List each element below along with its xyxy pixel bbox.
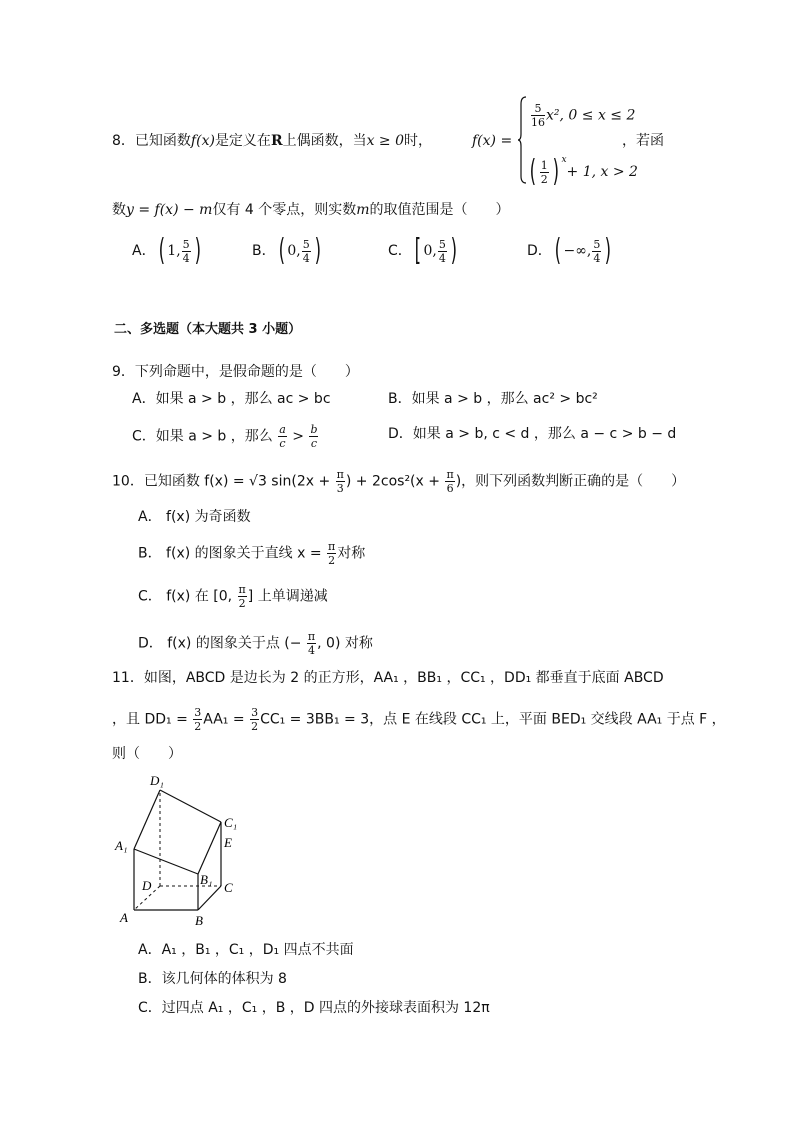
q9-option-b[interactable]: B．如果 a > b ，那么 ac² > bc² <box>388 391 598 407</box>
q9-c-frac2 <box>309 424 318 449</box>
q8-line1 <box>112 131 432 151</box>
q11-frac1 <box>193 707 202 732</box>
q10-frac1-den: 3 <box>336 482 344 495</box>
q9-c-a: a <box>279 423 286 436</box>
q8-piece2: ( $\frac{1}{2}$ ) $^x$+ 1, x > 2 <box>529 154 638 189</box>
q10-frac1 <box>336 469 345 494</box>
label-B1: B₁ <box>200 872 213 887</box>
label-C1: C₁ <box>224 815 238 830</box>
q8-ruohan: ，若函 <box>622 133 664 149</box>
q10-stem-mid: ) + 2cos²(x + <box>345 473 440 490</box>
q10-option-d[interactable] <box>138 631 373 656</box>
q11-frac1-den: 2 <box>194 720 202 733</box>
q10-stem-post: )，则下列函数判断正确的是（ ） <box>455 473 686 490</box>
q8-a-label: A． <box>132 243 156 259</box>
q10-d-post: , 0) 对称 <box>317 635 373 652</box>
q8-piece2-rest: + 1, x > 2 <box>566 164 638 180</box>
q8-a-den: 4 <box>182 251 190 265</box>
q10-stem-pre: 10．已知函数 f(x) = √3 sin(2x + <box>112 473 331 490</box>
q8-cond: x ≥ 0 <box>366 133 405 149</box>
label-A1: A₁ <box>115 838 128 853</box>
q8-piece2-exp: x <box>561 155 567 165</box>
label-D1: D₁ <box>150 773 164 788</box>
q8-line2-c: 的取值范围是（ ） <box>369 202 510 218</box>
q9-c-pre: C．如果 a > b ，那么 <box>132 428 273 445</box>
q8-d-num: 5 <box>593 237 601 251</box>
q8-b-val: 0, <box>287 243 301 259</box>
q8-line2 <box>112 200 510 220</box>
q10-stem <box>112 469 685 494</box>
q10-frac1-num: π <box>336 468 344 481</box>
q10-d-frac <box>307 631 316 656</box>
q10-c-den: 2 <box>238 597 246 610</box>
edge-A1-B1 <box>134 849 198 874</box>
q8-c-val: 0, <box>423 243 437 259</box>
q8-piece2-frac <box>540 160 549 185</box>
q8-b-den: 4 <box>302 251 310 265</box>
section-title: 二、多选题（本大题共 3 小题） <box>114 322 302 337</box>
edge-D1-C1 <box>160 790 221 822</box>
q8-piece1 <box>530 103 635 128</box>
q11-option-a[interactable]: A．A₁ ，B₁ ，C₁ ，D₁ 四点不共面 <box>138 942 354 958</box>
q8-brace <box>517 96 527 184</box>
q8-c-label: C． <box>388 243 412 259</box>
q8-c-den: 4 <box>438 251 446 265</box>
q8-b-num: 5 <box>302 237 310 251</box>
q11-figure <box>110 770 250 930</box>
q8-option-b[interactable]: B．( 0, $\frac{5}{4}$ ) <box>252 233 321 268</box>
q11-line2 <box>112 707 726 732</box>
q10-option-c[interactable] <box>138 584 328 609</box>
edge-D1-A1 <box>134 790 160 849</box>
q10-c-post: ] 上单调递减 <box>247 588 328 605</box>
label-A: A <box>120 910 128 925</box>
q8-when: 时， <box>404 133 433 149</box>
q8-option-a[interactable]: A．( 1, $\frac{5}{4}$ ) <box>132 233 201 268</box>
q8-piece1-rest: x², 0 ≤ x ≤ 2 <box>546 107 636 124</box>
q8-d-frac <box>592 239 601 264</box>
q11-frac1-num: 3 <box>194 706 202 719</box>
q8-line2-expr: y = f(x) − m <box>126 202 213 218</box>
q11-line2-mid: AA₁ = <box>203 711 245 728</box>
q9-c-c2: c <box>310 437 318 450</box>
q11-frac2 <box>250 707 259 732</box>
q9-c-c1: c <box>279 437 286 450</box>
q11-line1: 11．如图，ABCD 是边长为 2 的正方形，AA₁ ，BB₁ ，CC₁ ，DD₁ 都垂直于底面 ABCD <box>112 670 664 686</box>
q9-c-frac1 <box>278 424 287 449</box>
q8-fx2: f(x) = <box>472 133 513 149</box>
q8-line2-b: 仅有 4 个零点，则实数 <box>212 202 357 218</box>
label-C: C <box>224 880 233 895</box>
q8-piece2-den: 2 <box>540 172 548 186</box>
q10-d-den: 4 <box>308 644 316 657</box>
q9-option-a[interactable]: A．如果 a > b ，那么 ac > bc <box>132 391 331 407</box>
label-B: B <box>195 913 203 928</box>
q11-frac2-num: 3 <box>251 706 259 719</box>
q10-d-pre: D． f(x) 的图象关于点 (− <box>138 635 302 652</box>
q10-frac2-den: 6 <box>446 482 454 495</box>
q8-piece1-frac <box>531 103 545 128</box>
q8-line2-a: 数 <box>112 202 126 218</box>
q10-c-num: π <box>238 583 246 596</box>
q9-stem: 9．下列命题中，是假命题的是（ ） <box>112 364 359 380</box>
q10-d-num: π <box>307 630 316 643</box>
q8-a-val: 1, <box>167 243 181 259</box>
q8-option-d[interactable]: D．( −∞, $\frac{5}{4}$ ) <box>527 233 612 268</box>
edge-B-C <box>198 886 221 910</box>
q11-line2-post: CC₁ = 3BB₁ = 3，点 E 在线段 CC₁ 上，平面 BED₁ 交线段 AA₁ 于点 F ， <box>260 711 726 728</box>
q8-d-den: 4 <box>593 251 601 265</box>
q8-c-frac <box>438 239 447 264</box>
q10-option-b[interactable] <box>138 541 365 566</box>
q8-piece2-num: 1 <box>540 158 548 172</box>
q9-option-d[interactable]: D．如果 a > b, c < d ，那么 a − c > b − d <box>388 426 677 442</box>
label-E: E <box>224 835 232 850</box>
q8-b-frac <box>302 239 311 264</box>
q10-b-num: π <box>328 540 336 553</box>
q10-frac2 <box>445 469 454 494</box>
q8-a-frac <box>182 239 191 264</box>
q8-d-label: D． <box>527 243 552 259</box>
q9-c-b: b <box>310 423 318 436</box>
q8-b-label: B． <box>252 243 276 259</box>
q8-piece1-den: 16 <box>531 116 545 129</box>
q11-line2-pre: ，且 DD₁ = <box>112 711 188 728</box>
q8-fx: f(x) <box>190 133 215 149</box>
q11-line3: 则（ ） <box>112 746 182 762</box>
q10-frac2-num: π <box>446 468 454 481</box>
edge-B1-C1 <box>198 822 221 874</box>
q10-b-den: 2 <box>328 554 336 567</box>
q10-b-post: 对称 <box>337 545 366 562</box>
q11-option-b[interactable]: B．该几何体的体积为 8 <box>138 971 287 987</box>
q8-R: R <box>270 133 283 149</box>
q8-d-val: −∞, <box>563 243 592 259</box>
q10-option-a[interactable]: A． f(x) 为奇函数 <box>138 509 251 525</box>
q10-b-pre: B． f(x) 的图象关于直线 x = <box>138 545 322 562</box>
q11-option-c[interactable]: C．过四点 A₁ ，C₁ ，B ，D 四点的外接球表面积为 12π <box>138 1000 490 1016</box>
q8-option-c[interactable]: C．[ 0, $\frac{5}{4}$ ) <box>388 233 457 268</box>
q9-option-c[interactable]: C．如果 a > b ，那么 $\frac{a}{c}$ > $\frac{b}{c}$ <box>132 423 318 450</box>
q10-c-pre: C． f(x) 在 [0, <box>138 588 233 605</box>
q8-line2-m: m <box>356 202 370 218</box>
q10-c-frac <box>238 584 247 609</box>
q8-piece1-num: 5 <box>531 103 545 116</box>
q8-middle2: 上偶函数，当 <box>282 133 367 149</box>
q8-middle: 是定义在 <box>214 133 271 149</box>
q8-a-num: 5 <box>182 237 190 251</box>
label-D: D <box>142 878 152 893</box>
q10-b-frac <box>327 541 336 566</box>
q11-frac2-den: 2 <box>251 720 259 733</box>
q8-c-num: 5 <box>438 237 446 251</box>
q8-lead: 8．已知函数 <box>112 133 191 149</box>
